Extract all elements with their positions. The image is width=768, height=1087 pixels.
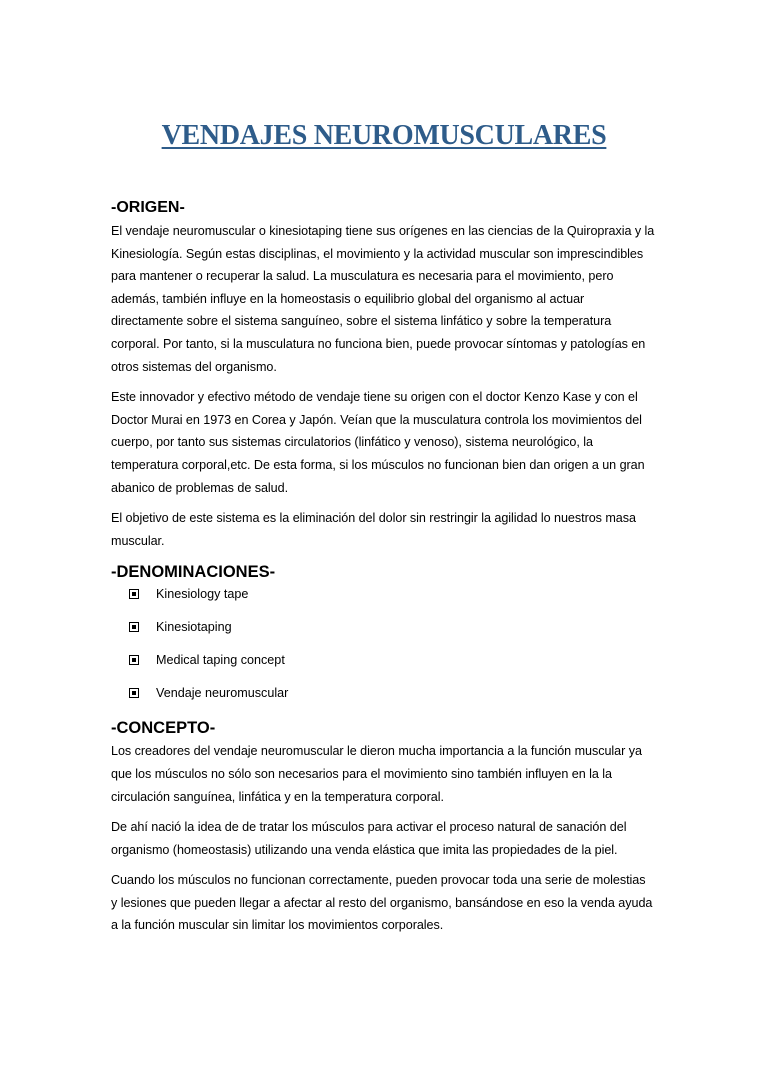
document-body (111, 196, 655, 945)
square-bullet-icon (129, 589, 139, 599)
section-heading-denominaciones: -DENOMINACIONES- (111, 563, 276, 582)
list-item (129, 650, 655, 670)
concepto-paragraph-2: De ahí nació la idea de de tratar los músculos para activar el proceso natural de sanación del organismo (homeostasis) utilizando una venda elástica que imita las propiedades de la piel. (111, 820, 627, 857)
list-item-label: Medical taping concept (156, 653, 285, 668)
section-heading-concepto: -CONCEPTO- (111, 719, 216, 738)
concepto-paragraph-3: Cuando los músculos no funcionan correctamente, pueden provocar toda una serie de molestias y lesiones que pueden llegar a afectar al resto del organismo, bansándose en eso la venda ayuda a la función muscular sin limitar los movimientos corporales. (111, 873, 653, 933)
origen-paragraph-2: Este innovador y efectivo método de vendaje tiene su origen con el doctor Kenzo Kase y con el Doctor Murai en 1973 en Corea y Japón. Veían que la musculatura controla los movimientos del cuerpo, por tanto sus sistemas circulatorios (linfático y venoso), sistema neurológico, la temperatura corporal,etc. De esta forma, si los músculos no funcionan bien dan origen a un gran abanico de problemas de salud. (111, 390, 645, 495)
origen-paragraph-1: El vendaje neuromuscular o kinesiotaping tiene sus orígenes en las ciencias de la Quiropraxia y la Kinesiología. Según estas disciplinas, el movimiento y la actividad muscular son imprescindibles para mantener o recuperar la salud. La musculatura es necesaria para el movimiento, pero además, también influye en la homeostasis o equilibrio global del organismo al actuar directamente sobre el sistema sanguíneo, sobre el sistema linfático y sobre la temperatura corporal. Por tanto, si la musculatura no funciona bien, puede provocar síntomas y patologías en otros sistemas del organismo. (111, 224, 655, 374)
list-item (129, 683, 655, 703)
concepto-paragraph-1: Los creadores del vendaje neuromuscular le dieron mucha importancia a la función muscular ya que los músculos no sólo son necesarios para el movimiento sino también influyen en la la circulación sanguínea, linfática y en la temperatura corporal. (111, 744, 642, 804)
list-item-label: Kinesiotaping (156, 620, 232, 635)
origen-paragraph-3: El objetivo de este sistema es la eliminación del dolor sin restringir la agilidad lo nuestros masa muscular. (111, 511, 636, 548)
list-item (129, 584, 655, 604)
list-item-label: Kinesiology tape (156, 587, 249, 602)
list-item-label: Vendaje neuromuscular (156, 686, 289, 701)
list-item (129, 617, 655, 637)
square-bullet-icon (129, 655, 139, 665)
document-title: VENDAJES NEUROMUSCULARES (161, 120, 607, 151)
denominaciones-list (111, 584, 655, 703)
square-bullet-icon (129, 622, 139, 632)
square-bullet-icon (129, 688, 139, 698)
section-heading-origen: -ORIGEN- (111, 199, 185, 216)
